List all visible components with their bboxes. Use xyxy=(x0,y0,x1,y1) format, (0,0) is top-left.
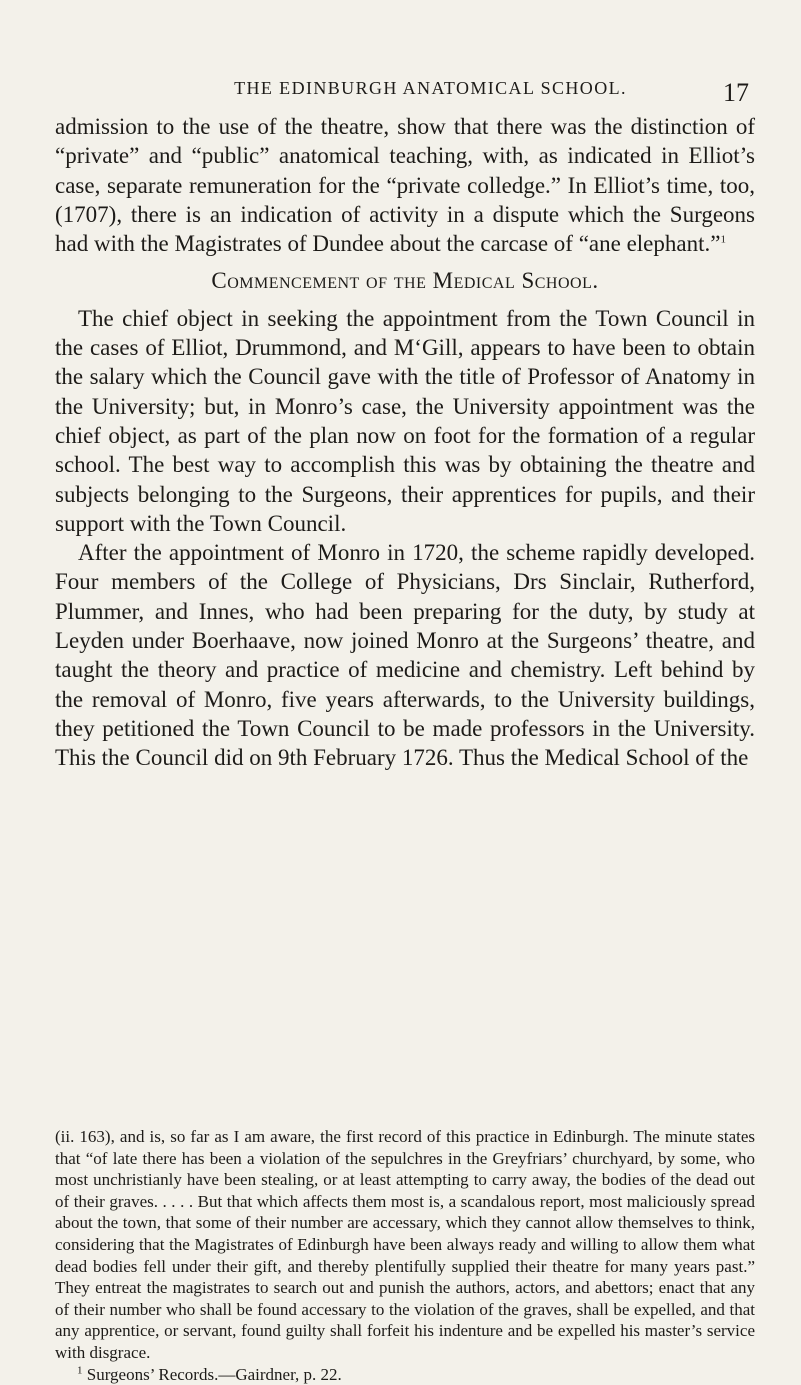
page-number: 17 xyxy=(723,78,749,107)
footnote-ref: 1 xyxy=(720,233,726,246)
footnote-marker: 1 xyxy=(77,1363,83,1376)
paragraph-chief-object: The chief object in seeking the appointment from the Town Council in the cases of Elliot, Drummond, and M‘Gill, appears to have been to obtain the salary which the Council gave with the title of Professor of Anatomy in the University; but, in Monro’s case, the University appointment was the chief object, as part of the plan now on foot for the formation of a regular school. The best way to accomplish this was by obtaining the theatre and subjects belonging to the Surgeons, their apprentices for pupils, and their support with the Town Council. xyxy=(55,305,755,536)
main-text xyxy=(55,112,755,773)
running-head: THE EDINBURGH ANATOMICAL SCHOOL. xyxy=(234,78,627,98)
paragraph-monro-appointment: After the appointment of Monro in 1720, the scheme rapidly developed. Four members of the College of Physicians, Drs Sinclair, Rutherford, Plummer, and Innes, who had been preparing for the duty, by study at Leyden under Boerhaave, now joined Monro at the Surgeons’ theatre, and taught the theory and practice of medicine and chemistry. Left behind by the removal of Monro, five years afterwards, to the University buildings, they petitioned the Town Council to be made professors in the University. This the Council did on 9th February 1726. Thus the Medical School of the xyxy=(55,540,755,771)
footnote-text: Surgeons’ Records.—Gairdner, p. 22. xyxy=(86,1364,342,1384)
footnote-1 xyxy=(55,1364,755,1385)
section-heading: Commencement of the Medical School. xyxy=(211,268,599,294)
page-header xyxy=(112,78,749,108)
footnote-continued: (ii. 163), and is, so far as I am aware, the first record of this practice in Edinburgh. The minute states that “of late there has been a violation of the sepulchres in the Greyfriars’ churchyard, by some, who most unchristianly have been stealing, or at least attempting to carry away, the bodies of the dead out of their graves. . . . . But that which affects them most is, a scandalous report, most maliciously spread about the town, that some of their number are accessary, which they cannot allow themselves to think, considering that the Magistrates of Edinburgh have been always ready and willing to allow them what dead bodies fell under their gift, and thereby plentifully supplied their theatre for many years past.” They entreat the magistrates to search out and punish the authors, actors, and abettors; enact that any of their number who shall be found accessary to the violation of the graves, shall be expelled, and that any apprentice, or servant, found guilty shall forfeit his indenture and be expelled his master’s service with disgrace. xyxy=(55,1127,755,1362)
paragraph-continuation xyxy=(55,112,755,258)
paragraph-text: admission to the use of the theatre, show that there was the distinction of “private” and “public” anatomical teaching, with, as indicated in Elliot’s case, separate remuneration for the “private colledge.” In Elliot’s time, too, (1707), there is an indication of activity in a dispute which the Surgeons had with the Magistrates of Dundee about the carcase of “ane elephant.” xyxy=(55,114,755,257)
footnotes xyxy=(55,1126,755,1385)
